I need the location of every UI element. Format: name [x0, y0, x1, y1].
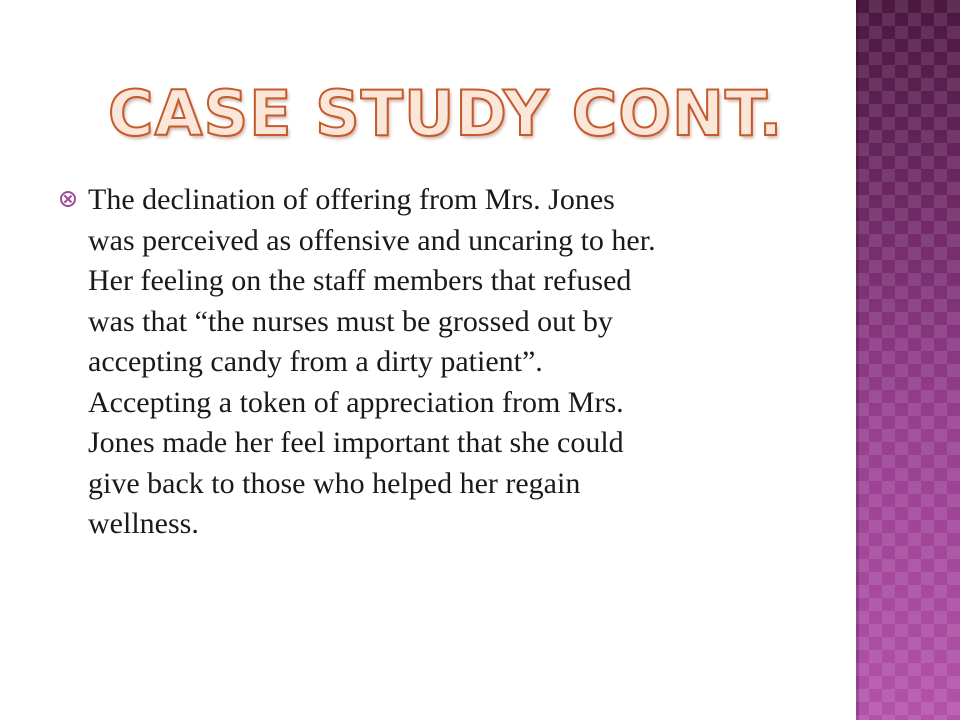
bullet-line: Accepting a token of appreciation from Mrs.: [88, 385, 624, 419]
bullet-line: was that “the nurses must be grossed out by: [88, 304, 613, 338]
slide-content: [60, 180, 780, 545]
slide-title: CASE STUDY CONT.: [108, 77, 784, 150]
bullet-line: The declination of offering from Mrs. Jones: [88, 183, 615, 216]
bullet-line: was perceived as offensive and uncaring to her.: [88, 223, 656, 257]
bullet-line: Her feeling on the staff members that refused: [88, 264, 632, 297]
bullet-item: [60, 180, 780, 545]
bullet-line: Jones made her feel important that she could: [88, 426, 624, 459]
decorative-side-band: [856, 0, 960, 720]
circle-x-bullet-icon: [60, 191, 76, 207]
bullet-line: wellness.: [88, 507, 199, 540]
side-band-edge: [856, 0, 859, 720]
bullet-line: accepting candy from a dirty patient”.: [88, 345, 543, 378]
bullet-line: give back to those who helped her regain: [88, 466, 581, 500]
